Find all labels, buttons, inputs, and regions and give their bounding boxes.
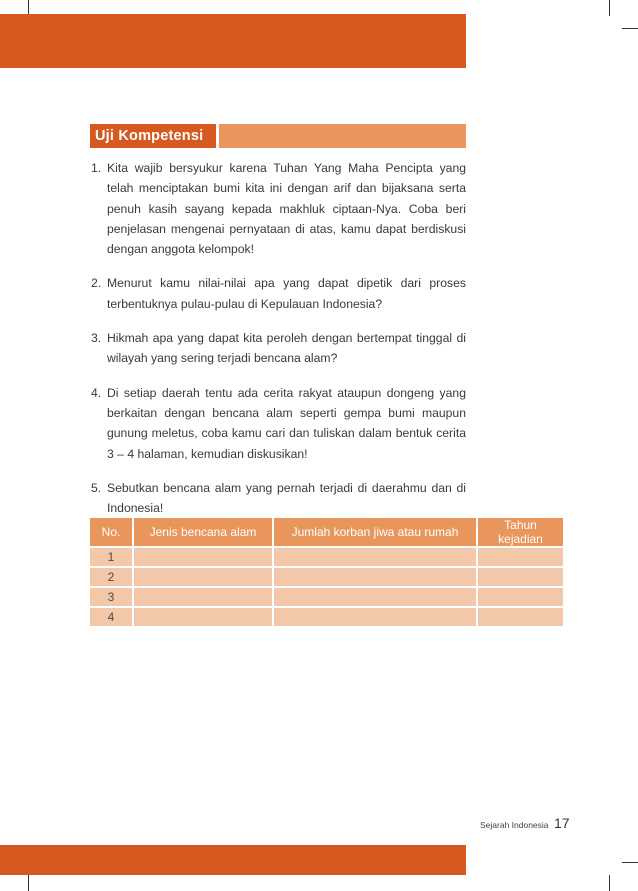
answer-cell[interactable] (477, 567, 563, 587)
answer-cell[interactable] (133, 587, 273, 607)
header-band (0, 14, 466, 68)
table-row (90, 547, 563, 567)
column-header-casualties: Jumlah korban jiwa atau rumah (273, 518, 477, 547)
question-number: 3. (91, 331, 102, 346)
answer-table (90, 518, 563, 628)
heading-bar (219, 124, 466, 148)
row-number-cell: 1 (90, 547, 133, 567)
question-text: Hikmah apa yang dapat kita peroleh dengan bertempat tinggal di wilayah yang sering terjadi bencana alam? (107, 331, 466, 366)
answer-cell[interactable] (273, 587, 477, 607)
row-number-cell: 3 (90, 587, 133, 607)
question-item (91, 383, 466, 464)
crop-mark (609, 0, 610, 16)
column-header-disaster-type: Jenis bencana alam (133, 518, 273, 547)
answer-cell[interactable] (273, 547, 477, 567)
table-header-row (90, 518, 563, 547)
answer-cell[interactable] (477, 587, 563, 607)
question-number: 4. (91, 385, 102, 400)
answer-cell[interactable] (477, 547, 563, 567)
answer-cell[interactable] (273, 567, 477, 587)
question-number: 2. (91, 276, 102, 291)
table-row (90, 587, 563, 607)
question-item (91, 478, 466, 519)
page-number: 17 (554, 815, 570, 831)
question-item (91, 158, 466, 259)
question-text: Di setiap daerah tentu ada cerita rakyat ataupun dongeng yang berkaitan dengan bencana alam seperti gempa bumi maupun gunung meletus, coba kamu cari dan tuliskan dalam bentuk cerita 3 – 4 halaman, kemudian diskusikan! (107, 385, 466, 461)
table-row (90, 607, 563, 627)
row-number-cell: 2 (90, 567, 133, 587)
answer-cell[interactable] (477, 607, 563, 627)
question-text: Kita wajib bersyukur karena Tuhan Yang Maha Pencipta yang telah menciptakan bumi kita ini dengan arif dan bijaksana serta penuh kasih sayang kepada makhluk ciptaan-Nya. Coba beri penjelasan mengenai pernyataan di atas, kamu dapat berdiskusi dengan anggota kelompok! (107, 161, 466, 257)
question-text: Menurut kamu nilai-nilai apa yang dapat dipetik dari proses terbentuknya pulau-pulau di Kepulauan Indonesia? (107, 276, 466, 311)
answer-cell[interactable] (133, 607, 273, 627)
footer-band (0, 845, 466, 875)
answer-cell[interactable] (133, 547, 273, 567)
row-number-cell: 4 (90, 607, 133, 627)
crop-mark (609, 875, 610, 891)
question-number: 5. (91, 480, 102, 495)
section-heading (90, 124, 466, 148)
crop-mark (622, 28, 638, 29)
question-item (91, 273, 466, 314)
column-header-year: Tahun kejadian (477, 518, 563, 547)
question-item (91, 328, 466, 369)
column-header-no: No. (90, 518, 133, 547)
section-title: Uji Kompetensi (90, 124, 216, 148)
crop-mark (28, 875, 29, 891)
question-text: Sebutkan bencana alam yang pernah terjadi di daerahmu dan di Indonesia! (107, 480, 466, 516)
table-row (90, 567, 563, 587)
crop-mark (622, 862, 638, 863)
question-list (91, 158, 466, 532)
book-title: Sejarah Indonesia (480, 820, 549, 830)
answer-cell[interactable] (133, 567, 273, 587)
question-number: 1. (91, 161, 102, 175)
answer-cell[interactable] (273, 607, 477, 627)
